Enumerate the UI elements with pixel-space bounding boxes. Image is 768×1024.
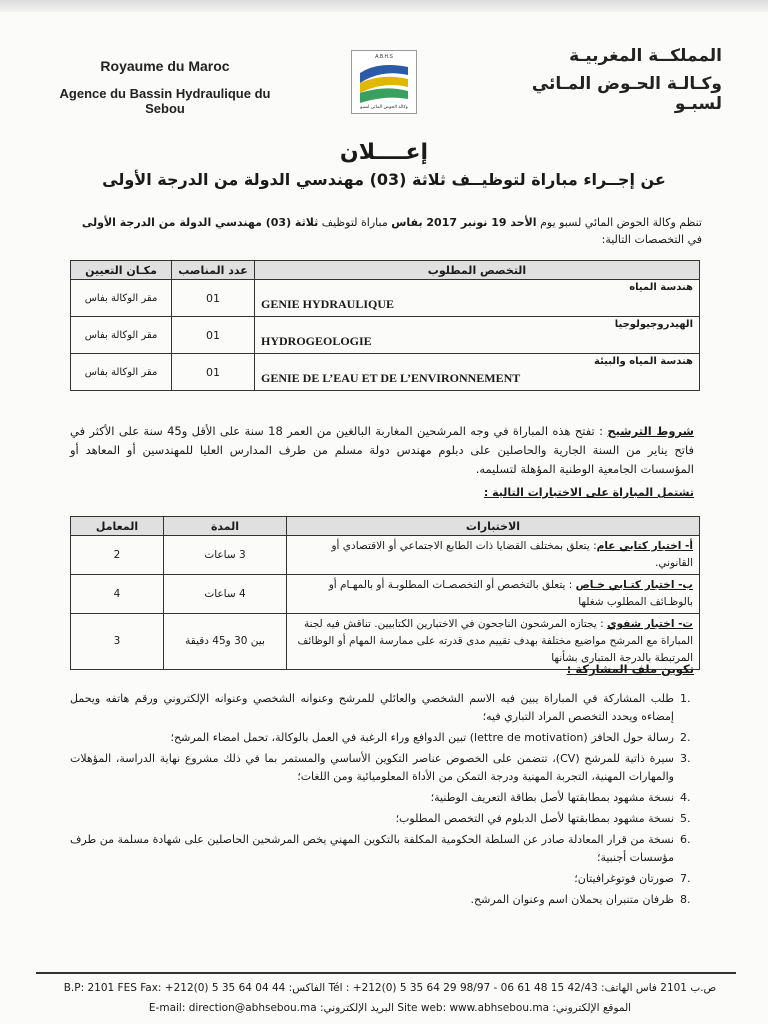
item-text: نسخة من قرار المعادلة صادر عن السلطة الحكومية المكلفة بالتكوين المهني يخص المرشحين الحاصلين على شهادة مسلمة من طرف مؤسسات أجنبية؛ [70,833,674,864]
header-coefficient: المعامل [71,517,164,536]
header-posts: عدد المناصب [172,261,255,280]
logo-caption: وكالة الحوض المائي لسبو [360,105,408,110]
test-label: أ- اختبار كتابي عام [596,540,693,552]
header-ar-agency: وكـالـة الحـوض المـائي لسبـو [531,74,722,114]
table-row [71,536,700,575]
agency-logo [351,50,417,114]
test-duration: بين 30 و45 دقيقة [164,614,287,670]
list-item [70,891,700,909]
header-arabic [502,46,722,114]
posts-count: 01 [172,280,255,317]
specialty-ar: هندسة المياه والبيئة [594,356,693,367]
item-number: 1. [680,692,691,705]
header-fr-kingdom: Royaume du Maroc [100,58,230,74]
test-label: ب- اختبار كتـابي خـاص [575,579,693,591]
test-label: ت- اختبار شفوي [606,618,693,630]
test-description [287,575,700,614]
tests-heading: تشتمل المباراة على الاختبارات التالية : [483,486,694,499]
conditions-text: : تفتح هذه المباراة في وجه المرشحين المغاربة البالغين من العمر 18 سنة على الأقل و45 سنة على الأكثر في فاتح يناير من السنة الجارية والحاصلين على دبلوم مهندس دولة مسلم من طرف المدارس العليا للمهندسين أو المعاهد أو المؤسسات الجامعية الوطنية المؤهلة لتسليمه. [70,424,694,476]
item-text: طلب المشاركة في المباراة يبين فيه الاسم الشخصي والعائلي للمرشح وعنوانه الشخصي وعنوانه الإلكتروني ورقم هاتفه ويحمل إمضاءه ويحدد التخصص المراد التباري فيه؛ [70,692,674,723]
header-specialty: التخصص المطلوب [255,261,700,280]
list-item [70,810,700,828]
table-row [71,317,700,354]
list-item [70,831,700,867]
posts-count: 01 [172,317,255,354]
table-row [71,280,700,317]
specialty-fr: GENIE DE L’EAU ET DE L’ENVIRONNEMENT [261,371,521,385]
item-text: صورتان فوتوغرافيتان؛ [574,872,674,885]
header-ar-kingdom: المملكــة المغربيـة [569,46,722,66]
scan-edge [0,0,768,12]
test-coefficient: 3 [71,614,164,670]
posting-location: مقر الوكالة بفاس [71,354,172,391]
item-text: رسالة حول الحافز (lettre de motivation) تبين الدوافع وراء الرغبة في العمل بالوكالة، تحمل امضاء المرشح؛ [170,731,674,744]
logo-text: A.B.H.S [375,54,393,60]
specialties-table [70,260,700,391]
eligibility-conditions [70,422,694,479]
footer-contact: B.P: 2101 FES Fax: +212(0) 5 35 64 04 44 :الفاكس Tél : +212(0) 5 35 64 29 98/97 - 06 61 48 15 42/43 :ص.ب 2101 فاس الهاتف [63,982,717,994]
item-number: 8. [680,893,691,906]
item-number: 5. [680,812,691,825]
specialty-fr: HYDROGEOLOGIE [261,334,372,348]
test-duration: 4 ساعات [164,575,287,614]
header-duration: المدة [164,517,287,536]
intro-count: ثلاثة (03) مهندسي الدولة من الدرجة الأولى [81,216,319,229]
test-text: : يجتازه المرشحون الناجحون في الاختبارين الكتابيين. تناقش فيه لجنة المباراة مع المرشح مواضيع مختلفة بهدف تقييم مدى قدرته على ممارسة المهام أو الوظائف المرتبطة بالدرجة المتبارى بشأنها [297,618,693,664]
test-coefficient: 2 [71,536,164,575]
logo-waves-icon [352,51,416,113]
list-item [70,870,700,888]
item-number: 2. [680,731,691,744]
header-tests: الاختبارات [287,517,700,536]
specialty-ar: هندسة المياه [629,282,693,293]
list-item [70,729,700,747]
intro-part1: تنظم وكالة الحوض المائي لسبو يوم [536,216,702,229]
dossier-heading: تكوين ملف المشاركة : [566,662,694,676]
header-french [40,58,290,116]
tests-table [70,516,700,670]
intro-date: الأحد 19 نونبر 2017 بفاس [391,216,537,229]
announcement-subtitle: عن إجــراء مباراة لتوظيــف ثلاثة (03) مهندسي الدولة من الدرجة الأولى [102,170,666,189]
intro-part3: في التخصصات التالية: [601,233,702,246]
list-item [70,789,700,807]
dossier-list [70,690,700,912]
item-number: 7. [680,872,691,885]
announcement-title: إعــــلان [339,140,429,165]
test-duration: 3 ساعات [164,536,287,575]
table-row [71,354,700,391]
table-row [71,575,700,614]
table-header-row [71,517,700,536]
list-item [70,690,700,726]
item-text: سيرة ذاتية للمرشح (CV)، تتضمن على الخصوص عناصر التكوين الأساسي والمستمر بما في ذلك مشروع نهاية الدراسة، المؤهلات والمهارات المهنية، التجربة المهنية ودرجة التمكن من الأداة المعلوميائية ومن اللغات؛ [70,752,674,783]
footer-web: E-mail: direction@abhsebou.ma :البريد الإلكتروني Site web: www.abhsebou.ma :الموقع الإلكتروني [148,1002,632,1014]
test-text: : يتعلق بالتخصص أو التخصصـات المطلوبـة أو بالمهـام أو بالوظـائف المطلوب شغلها [328,579,693,608]
table-header-row [71,261,700,280]
test-description [287,536,700,575]
item-number: 6. [680,833,691,846]
item-text: نسخة مشهود بمطابقتها لأصل بطاقة التعريف الوطنية؛ [430,791,674,804]
item-number: 3. [680,752,691,765]
test-text: : يتعلق بمختلف القضايا ذات الطابع الاجتماعي أو الاقتصادي أو القانوني. [331,540,693,569]
specialty-fr: GENIE HYDRAULIQUE [261,297,395,311]
item-text: ظرفان متنبران يحملان اسم وعنوان المرشح. [470,893,674,906]
header-location: مكـان التعيين [71,261,172,280]
posting-location: مقر الوكالة بفاس [71,317,172,354]
posting-location: مقر الوكالة بفاس [71,280,172,317]
intro-paragraph [70,214,702,248]
item-text: نسخة مشهود بمطابقتها لأصل الدبلوم في التخصص المطلوب؛ [395,812,674,825]
list-item [70,750,700,786]
posts-count: 01 [172,354,255,391]
specialty-ar: الهيدروجيولوجيا [614,319,693,330]
intro-part2: مباراة لتوظيف [318,216,392,229]
conditions-label: شروط الترشيح [607,424,694,438]
header-fr-agency: Agence du Bassin Hydraulique du Sebou [59,86,271,116]
test-coefficient: 4 [71,575,164,614]
item-number: 4. [680,791,691,804]
footer-divider [36,972,736,974]
